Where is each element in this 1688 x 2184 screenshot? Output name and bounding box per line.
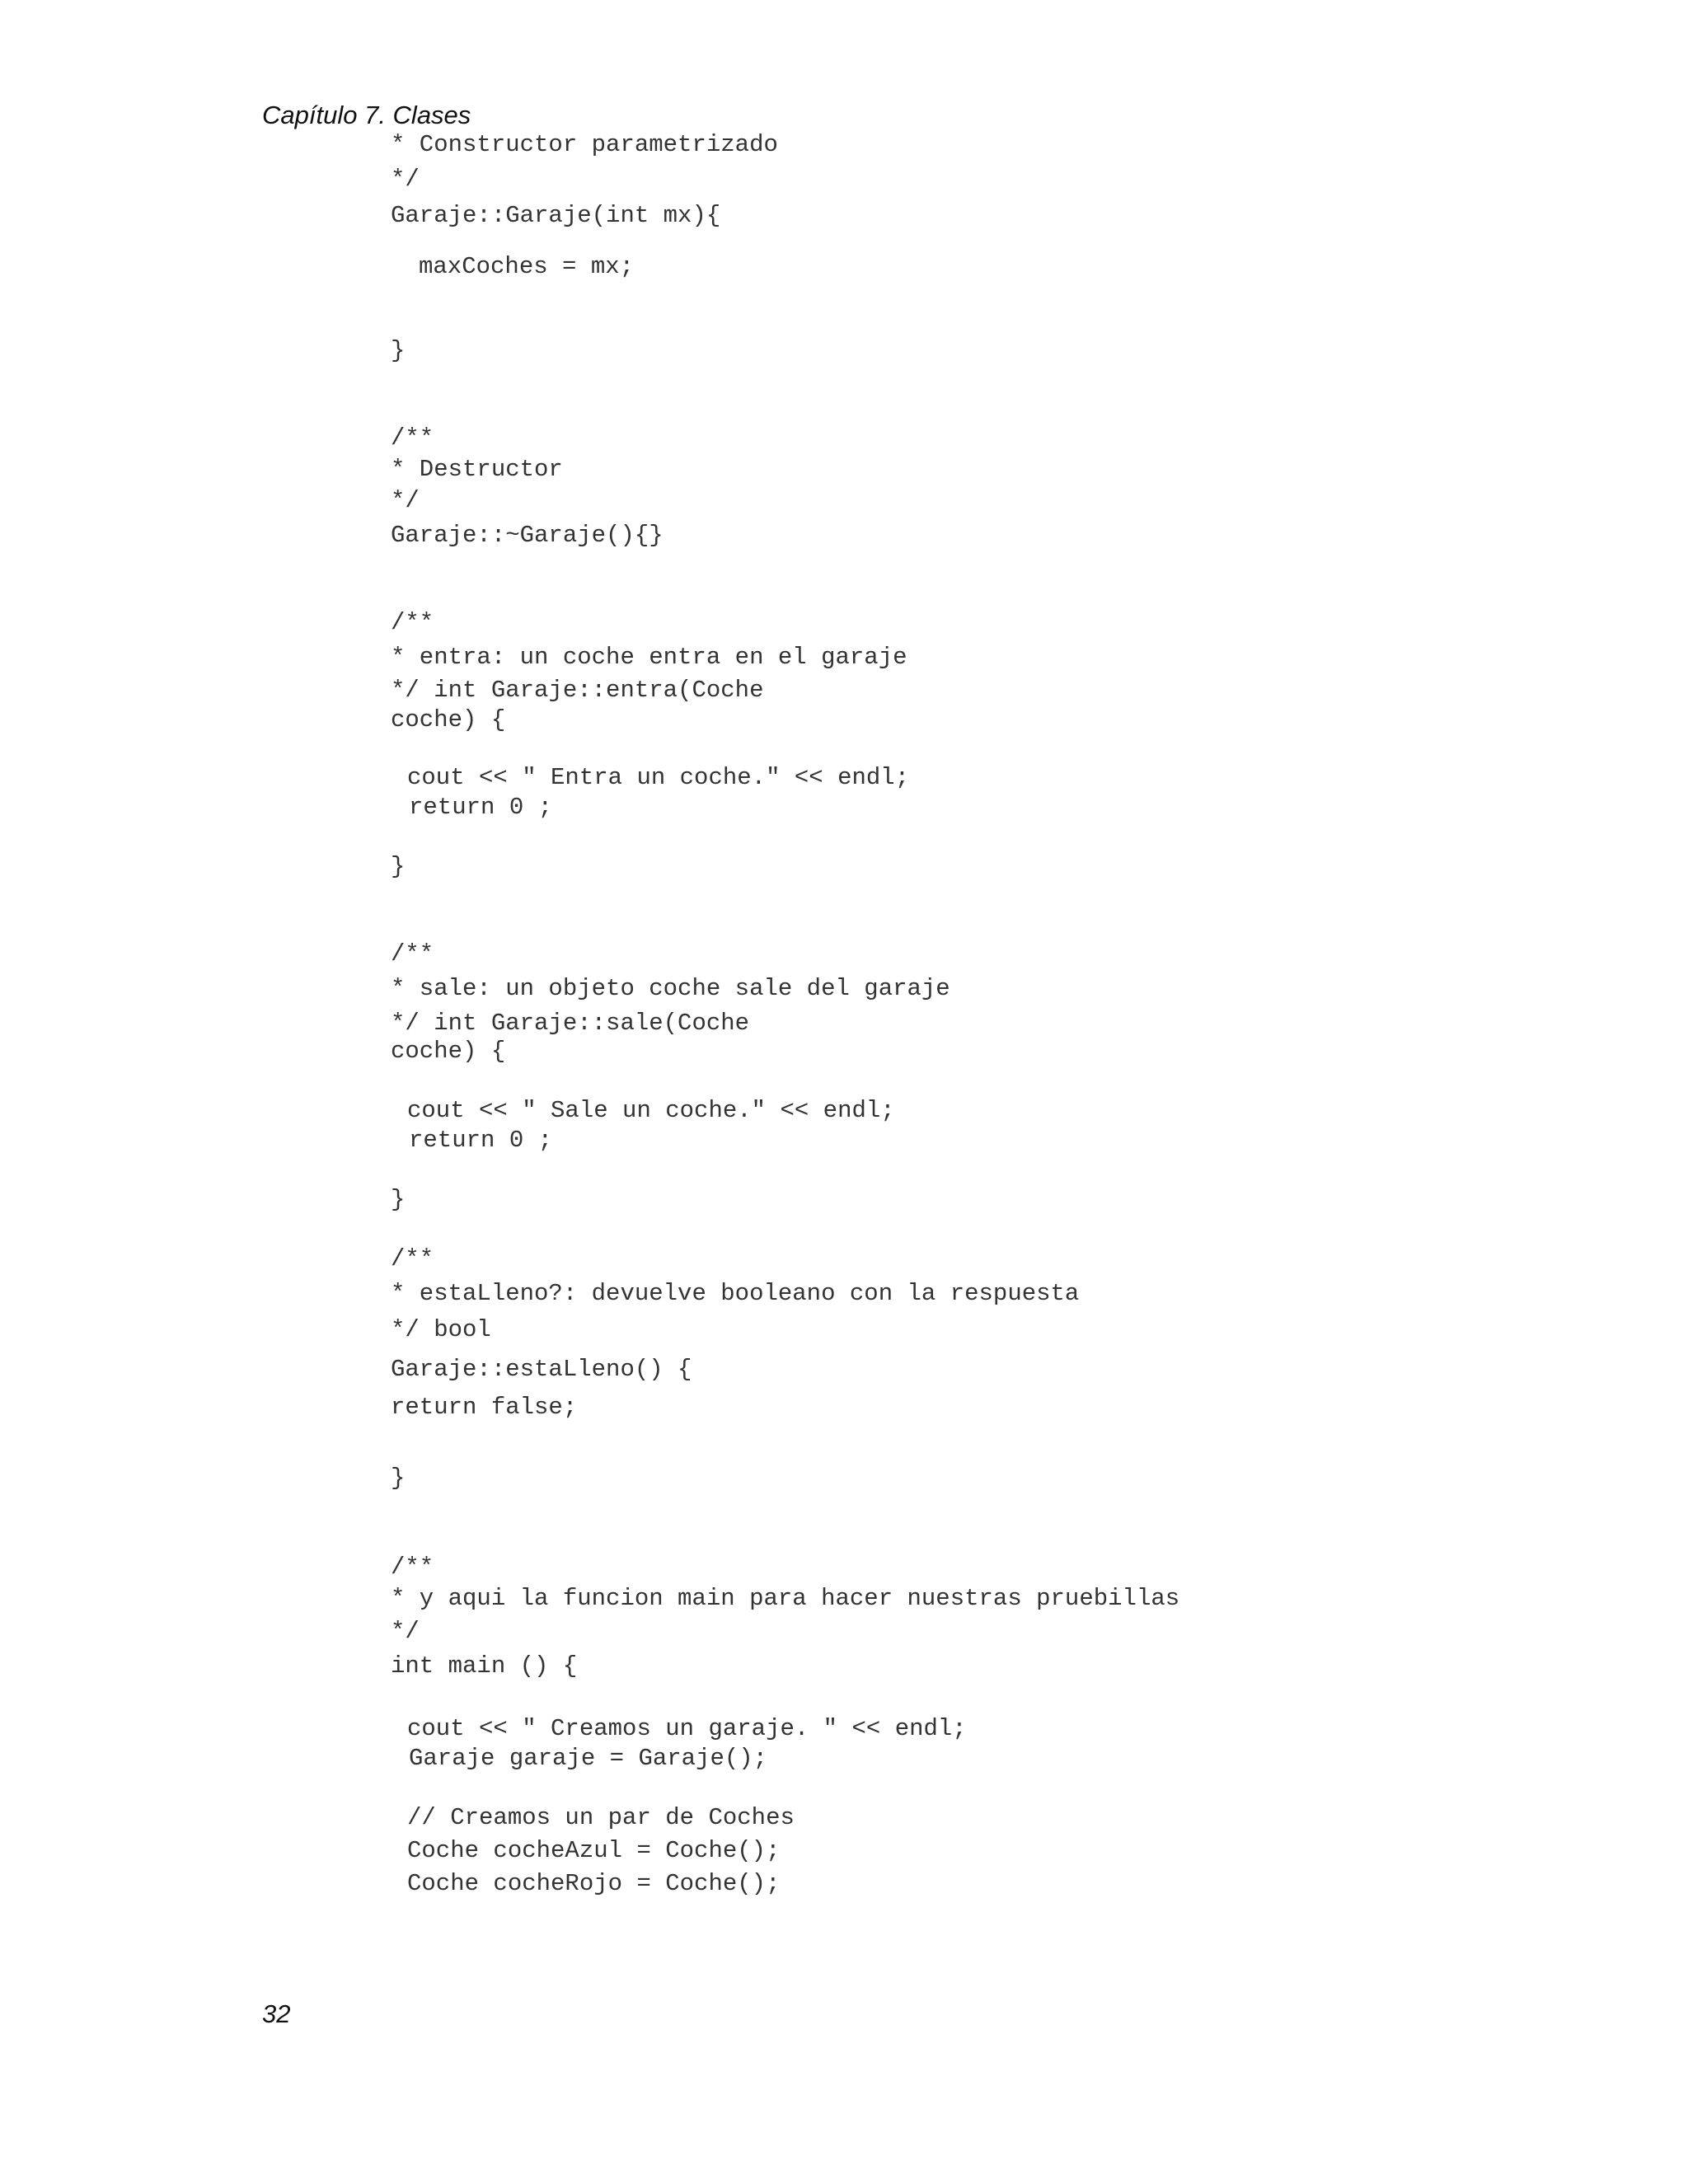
code-line: } (391, 1186, 406, 1213)
code-line: return 0 ; (409, 1127, 553, 1154)
code-line: */ (391, 1618, 420, 1645)
code-line: Garaje::Garaje(int mx){ (391, 202, 721, 229)
code-line: coche) { (391, 706, 506, 733)
code-line: int main () { (391, 1652, 578, 1680)
code-line: * Constructor parametrizado (391, 131, 778, 158)
code-line: } (391, 337, 406, 364)
code-line: * y aqui la funcion main para hacer nuestras pruebillas (391, 1585, 1180, 1612)
code-line: /** (391, 609, 434, 636)
code-line: /** (391, 1245, 434, 1272)
code-line: /** (391, 1554, 434, 1581)
running-header: Capítulo 7. Clases (262, 101, 471, 129)
code-line: cout << " Sale un coche." << endl; (407, 1097, 895, 1124)
code-line: return 0 ; (409, 794, 553, 821)
code-line: * sale: un objeto coche sale del garaje (391, 975, 950, 1002)
code-line: * estaLleno?: devuelve booleano con la respuesta (391, 1280, 1080, 1307)
code-line: Garaje garaje = Garaje(); (409, 1745, 768, 1772)
code-line: */ (391, 166, 420, 193)
code-line: * entra: un coche entra en el garaje (391, 644, 907, 671)
code-line: // Creamos un par de Coches (407, 1804, 795, 1831)
code-line: */ bool (391, 1316, 491, 1343)
code-line: */ (391, 487, 420, 514)
code-line: return false; (391, 1394, 578, 1421)
code-line: coche) { (391, 1038, 506, 1065)
page-number: 32 (262, 1999, 291, 2028)
code-line: Garaje::estaLleno() { (391, 1356, 692, 1383)
code-line: */ int Garaje::sale(Coche (391, 1010, 750, 1037)
code-line: } (391, 853, 406, 880)
code-line: maxCoches = mx; (419, 253, 635, 280)
code-line: /** (391, 940, 434, 968)
code-line: cout << " Entra un coche." << endl; (407, 764, 910, 791)
code-line: /** (391, 424, 434, 452)
code-line: } (391, 1465, 406, 1492)
code-line: cout << " Creamos un garaje. " << endl; (407, 1715, 967, 1742)
code-line: Garaje::~Garaje(){} (391, 522, 663, 549)
code-line: */ int Garaje::entra(Coche (391, 677, 764, 704)
code-line: * Destructor (391, 456, 563, 483)
code-line: Coche cocheAzul = Coche(); (407, 1837, 781, 1864)
code-line: Coche cocheRojo = Coche(); (407, 1870, 781, 1897)
